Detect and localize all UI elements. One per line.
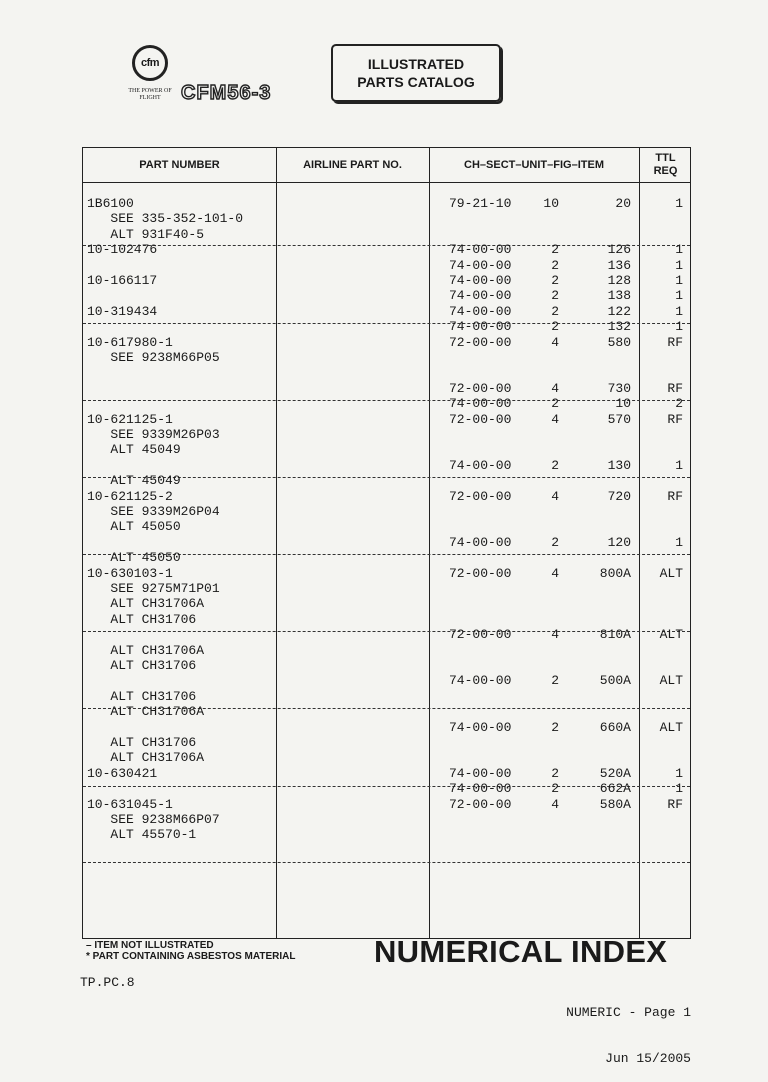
ttl-req-cell: 1 xyxy=(675,288,683,304)
part-number-cell: SEE 335-352-101-0 xyxy=(87,211,244,227)
part-number-cell: 10-617980-1 xyxy=(87,334,173,350)
chapter-section-cell: 74-00-00 xyxy=(449,242,512,258)
part-number-cell: SEE 9339M26P04 xyxy=(87,504,220,519)
legend xyxy=(86,940,295,962)
catalog-title-box xyxy=(331,44,501,102)
ttl-req-cell: RF xyxy=(667,334,683,350)
engine-model: CFM56-3 xyxy=(181,82,272,104)
part-number-cell: 1B6100 xyxy=(87,196,134,211)
item-cell: 520A xyxy=(599,765,631,781)
revision-date: Jun 15/2005 xyxy=(605,1051,691,1067)
chapter-section-cell: 74-00-00 xyxy=(449,288,512,304)
chapter-section-cell: 74-00-00 xyxy=(449,396,512,412)
part-number-cell: ALT CH31706A xyxy=(87,596,205,612)
item-cell: 132 xyxy=(607,319,631,335)
figure-cell: 2 xyxy=(551,781,559,797)
column-divider xyxy=(639,148,640,938)
ttl-req-cell: 1 xyxy=(675,457,683,473)
ttl-req-cell: RF xyxy=(667,796,683,812)
ttl-req-cell: 1 xyxy=(675,765,683,781)
logo-tagline: THE POWER OF FLIGHT xyxy=(128,88,172,101)
chapter-section-cell: 74-00-00 xyxy=(449,319,512,335)
chapter-section-cell: 72-00-00 xyxy=(449,411,512,427)
item-cell: 122 xyxy=(607,303,631,319)
part-number-cell: 10-102476 xyxy=(87,242,158,258)
page-info xyxy=(566,974,691,1082)
part-number-cell: ALT 45050 xyxy=(87,550,181,566)
figure-cell: 4 xyxy=(551,627,559,643)
figure-cell: 2 xyxy=(551,396,559,412)
figure-cell: 2 xyxy=(551,673,559,689)
chapter-section-cell: 72-00-00 xyxy=(449,380,512,396)
ttl-req-cell: RF xyxy=(667,411,683,427)
ttl-req-cell: 1 xyxy=(675,242,683,258)
part-number-cell: ALT CH31706 xyxy=(87,658,197,673)
chapter-section-cell: 72-00-00 xyxy=(449,627,512,643)
item-cell: 580A xyxy=(599,796,631,812)
column-divider xyxy=(276,148,277,938)
col-header-reference: CH–SECT–UNIT–FIG–ITEM xyxy=(464,158,604,171)
part-number-cell: ALT CH31706 xyxy=(87,611,197,627)
part-number-cell: ALT 931F40-5 xyxy=(87,226,205,242)
part-number-cell: 10-630103-1 xyxy=(87,565,173,581)
chapter-section-cell: 74-00-00 xyxy=(449,303,512,319)
figure-cell: 2 xyxy=(551,765,559,781)
catalog-title-line2: PARTS CATALOG xyxy=(357,74,475,90)
section-title: NUMERICAL INDEX xyxy=(374,934,668,969)
ttl-req-cell: 1 xyxy=(675,319,683,335)
parts-index-table xyxy=(82,147,691,939)
figure-cell: 4 xyxy=(551,796,559,812)
col-header-part-number: PART NUMBER xyxy=(139,158,220,171)
part-number-cell: ALT CH31706A xyxy=(87,750,205,766)
part-number-cell: 10-621125-2 xyxy=(87,488,173,504)
figure-cell: 10 xyxy=(543,196,559,211)
figure-cell: 2 xyxy=(551,273,559,288)
ttl-req-cell: 1 xyxy=(675,303,683,319)
part-number-cell: ALT CH31706 xyxy=(87,735,197,750)
ttl-req-cell: 1 xyxy=(675,257,683,273)
ttl-req-cell: 1 xyxy=(675,273,683,288)
figure-cell: 2 xyxy=(551,257,559,273)
doc-code: TP.PC.8 xyxy=(80,975,135,990)
item-cell: 130 xyxy=(607,457,631,473)
part-number-cell: ALT CH31706A xyxy=(87,704,205,720)
chapter-section-cell: 74-00-00 xyxy=(449,534,512,550)
legend-not-illustrated: – ITEM NOT ILLUSTRATED xyxy=(86,940,214,951)
part-number-cell: ALT 45050 xyxy=(87,519,181,535)
part-number-cell: SEE 9339M26P03 xyxy=(87,427,220,442)
part-number-cell: ALT 45049 xyxy=(87,473,181,489)
part-number-cell: 10-621125-1 xyxy=(87,411,173,427)
item-cell: 730 xyxy=(607,380,631,396)
chapter-section-cell: 74-00-00 xyxy=(449,781,512,797)
chapter-section-cell: 72-00-00 xyxy=(449,565,512,581)
part-number-cell: SEE 9275M71P01 xyxy=(87,581,220,596)
ttl-req-cell: 1 xyxy=(675,196,683,211)
ttl-req-cell: RF xyxy=(667,380,683,396)
part-number-cell: ALT 45049 xyxy=(87,442,181,458)
part-number-cell: ALT 45570-1 xyxy=(87,827,197,843)
item-cell: 128 xyxy=(607,273,631,288)
chapter-section-cell: 74-00-00 xyxy=(449,457,512,473)
col-header-ttl-req: TTL REQ xyxy=(653,152,678,177)
chapter-section-cell: 74-00-00 xyxy=(449,719,512,735)
item-cell: 136 xyxy=(607,257,631,273)
figure-cell: 4 xyxy=(551,565,559,581)
chapter-section-cell: 74-00-00 xyxy=(449,257,512,273)
chapter-section-cell: 74-00-00 xyxy=(449,273,512,288)
figure-cell: 4 xyxy=(551,411,559,427)
ttl-req-cell: 2 xyxy=(675,396,683,412)
item-cell: 500A xyxy=(599,673,631,689)
figure-cell: 4 xyxy=(551,488,559,504)
part-number-cell: 10-319434 xyxy=(87,303,158,319)
chapter-section-cell: 74-00-00 xyxy=(449,765,512,781)
item-cell: 20 xyxy=(615,196,631,211)
item-cell: 662A xyxy=(599,781,631,797)
ttl-req-cell: ALT xyxy=(659,565,683,581)
part-number-cell: 10-630421 xyxy=(87,765,158,781)
figure-cell: 2 xyxy=(551,719,559,735)
ttl-req-cell: RF xyxy=(667,488,683,504)
chapter-section-cell: 79-21-10 xyxy=(449,196,512,211)
chapter-section-cell: 72-00-00 xyxy=(449,796,512,812)
chapter-section-cell: 72-00-00 xyxy=(449,334,512,350)
page-label: NUMERIC - Page 1 xyxy=(566,1004,691,1020)
ttl-req-cell: ALT xyxy=(659,673,683,689)
item-cell: 580 xyxy=(607,334,631,350)
item-cell: 810A xyxy=(599,627,631,643)
chapter-section-cell: 72-00-00 xyxy=(449,488,512,504)
ttl-req-cell: ALT xyxy=(659,627,683,643)
figure-cell: 2 xyxy=(551,288,559,304)
item-cell: 10 xyxy=(615,396,631,412)
ttl-req-cell: 1 xyxy=(675,781,683,797)
figure-cell: 2 xyxy=(551,457,559,473)
cfm-logo xyxy=(132,45,168,81)
figure-cell: 2 xyxy=(551,242,559,258)
column-divider xyxy=(429,148,430,938)
col-header-airline-part-no: AIRLINE PART NO. xyxy=(303,158,402,171)
part-number-cell: 10-631045-1 xyxy=(87,796,173,812)
item-cell: 138 xyxy=(607,288,631,304)
part-number-cell: 10-166117 xyxy=(87,273,158,288)
figure-cell: 4 xyxy=(551,380,559,396)
figure-cell: 4 xyxy=(551,334,559,350)
part-number-cell: SEE 9238M66P05 xyxy=(87,350,220,365)
part-number-cell: ALT CH31706A xyxy=(87,642,205,658)
figure-cell: 2 xyxy=(551,303,559,319)
part-number-cell: SEE 9238M66P07 xyxy=(87,812,220,827)
item-cell: 126 xyxy=(607,242,631,258)
item-cell: 800A xyxy=(599,565,631,581)
item-cell: 720 xyxy=(607,488,631,504)
ttl-req-cell: ALT xyxy=(659,719,683,735)
chapter-section-cell: 74-00-00 xyxy=(449,673,512,689)
entry-separator xyxy=(83,862,690,863)
logo-text: cfm xyxy=(140,57,160,69)
figure-cell: 2 xyxy=(551,534,559,550)
item-cell: 120 xyxy=(607,534,631,550)
ttl-req-cell: 1 xyxy=(675,534,683,550)
catalog-title-line1: ILLUSTRATED xyxy=(367,56,465,72)
part-number-cell: ALT CH31706 xyxy=(87,688,197,704)
item-cell: 660A xyxy=(599,719,631,735)
header-divider xyxy=(83,182,690,183)
legend-asbestos: * PART CONTAINING ASBESTOS MATERIAL xyxy=(86,951,296,962)
figure-cell: 2 xyxy=(551,319,559,335)
item-cell: 570 xyxy=(607,411,631,427)
